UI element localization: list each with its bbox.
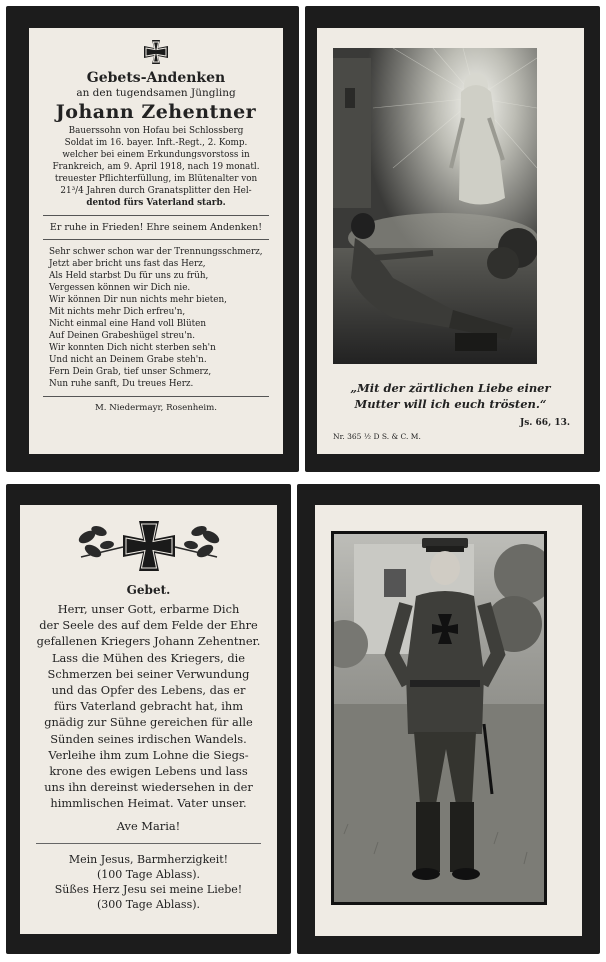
peace-line: Er ruhe in Frieden! Ehre seinem Andenken! bbox=[49, 222, 263, 233]
divider bbox=[43, 239, 269, 240]
poem-line: Vergessen können wir Dich nie. bbox=[49, 283, 191, 293]
indulgence-line: Mein Jesus, Barmherzigkeit! bbox=[68, 852, 229, 866]
bio-line: Soldat im 16. bayer. Inft.-Regt., 2. Komp. bbox=[64, 138, 248, 148]
bio-line: Frankreich, am 9. April 1918, nach 19 monatl. bbox=[52, 162, 260, 172]
poem-line: Als Held starbst Du für uns zu früh, bbox=[49, 271, 209, 281]
indulgence-line: Süßes Herz Jesu sei meine Liebe! bbox=[54, 882, 243, 896]
prayer-line: der Seele des auf dem Felde der Ehre bbox=[39, 618, 258, 633]
printer-credit: M. Niedermayr, Rosenheim. bbox=[95, 403, 217, 413]
soldier-portrait-photo bbox=[334, 534, 544, 902]
prayer-line: Sünden seines irdischen Wandels. bbox=[50, 731, 247, 746]
memorial-card-image bbox=[305, 6, 600, 472]
divider bbox=[36, 843, 261, 844]
prayer-line: Schmerzen bei seiner Verwundung bbox=[47, 666, 250, 681]
prayer-text bbox=[20, 601, 277, 812]
print-number: Nr. 365 ½ D S. & C. M. bbox=[333, 432, 421, 441]
card-paper bbox=[315, 505, 582, 936]
bio-line: 21³/4 Jahren durch Granatsplitter den Hel- bbox=[60, 186, 252, 196]
poem-line: Und nicht an Deinem Grabe steh'n. bbox=[49, 355, 207, 365]
quote-line: „Mit der zärtlichen Liebe einer bbox=[350, 381, 551, 395]
memorial-card-photo bbox=[297, 484, 600, 954]
divider bbox=[43, 396, 269, 397]
poem-line: Wir können Dir nun nichts mehr bieten, bbox=[49, 295, 227, 305]
poem-line: Wir konnten Dich nicht sterben seh'n bbox=[49, 343, 216, 353]
prayer-line: Lass die Mühen des Kriegers, die bbox=[51, 650, 246, 665]
memorial-card-front bbox=[6, 6, 299, 472]
poem-line: Jetzt aber bricht uns fast das Herz, bbox=[49, 259, 206, 269]
card-subheading: an den tugendsamen Jüngling bbox=[76, 87, 236, 99]
prayer-line: und das Opfer des Lebens, das er bbox=[51, 683, 246, 698]
prayer-line: Herr, unser Gott, erbarme Dich bbox=[57, 602, 240, 616]
prayer-line: uns ihn dereinst wiedersehen in der bbox=[44, 780, 253, 795]
quote-line: Mutter will ich euch trösten.“ bbox=[354, 397, 547, 411]
card-heading: Gebets-Andenken bbox=[86, 70, 226, 86]
indulgence-line: (100 Tage Ablass). bbox=[96, 867, 200, 881]
poem-line: Fern Dein Grab, tief unser Schmerz, bbox=[49, 367, 212, 377]
memorial-card-prayer bbox=[6, 484, 291, 954]
card-paper bbox=[20, 505, 277, 934]
card-paper bbox=[29, 28, 283, 454]
prayer-line: gefallenen Kriegers Johann Zehentner. bbox=[36, 634, 261, 649]
poem-line: Mit nichts mehr Dich erfreu'n, bbox=[49, 307, 186, 317]
prayer-line: krone des ewigen Lebens und lass bbox=[49, 764, 248, 779]
poem-line: Sehr schwer schon war der Trennungsschmerz, bbox=[49, 247, 263, 257]
poem bbox=[37, 246, 275, 390]
deceased-name: Johann Zehentner bbox=[55, 101, 257, 123]
card-paper bbox=[317, 28, 584, 454]
bio-line: dentod fürs Vaterland starb. bbox=[86, 198, 226, 208]
poem-line: Nicht einmal eine Hand voll Blüten bbox=[49, 319, 207, 329]
poem-line: Auf Deinen Grabeshügel streu'n. bbox=[49, 331, 196, 341]
prayer-line: fürs Vaterland gebracht hat, ihm bbox=[53, 699, 244, 714]
scripture-quote bbox=[325, 380, 576, 412]
mary-consoling-soldier-illustration bbox=[333, 48, 537, 364]
bio-line: Bauerssohn von Hofau bei Schlossberg bbox=[68, 126, 244, 136]
indulgence-line: (300 Tage Ablass). bbox=[96, 897, 200, 911]
bio-line: welcher bei einem Erkundungsvorstoss in bbox=[62, 150, 250, 160]
prayer-line: Verleihe ihm zum Lohne die Siegs- bbox=[48, 747, 249, 762]
iron-cross-wreath-icon bbox=[71, 517, 227, 575]
prayer-line: himmlischen Heimat. Vater unser. bbox=[50, 796, 247, 811]
scripture-source: Js. 66, 13. bbox=[519, 418, 570, 428]
ave-maria: Ave Maria! bbox=[116, 818, 181, 833]
soldier-photo-frame bbox=[331, 531, 547, 905]
prayer-line: gnädig zur Sühne gereichen für alle bbox=[44, 715, 253, 730]
iron-cross-icon bbox=[142, 38, 170, 66]
divider bbox=[43, 215, 269, 216]
devotional-picture bbox=[333, 48, 537, 364]
prayer-title: Gebet. bbox=[126, 583, 171, 597]
poem-line: Nun ruhe sanft, Du treues Herz. bbox=[49, 379, 194, 389]
bio-line: treuester Pflichterfüllung, im Blütenalter von bbox=[54, 174, 258, 184]
